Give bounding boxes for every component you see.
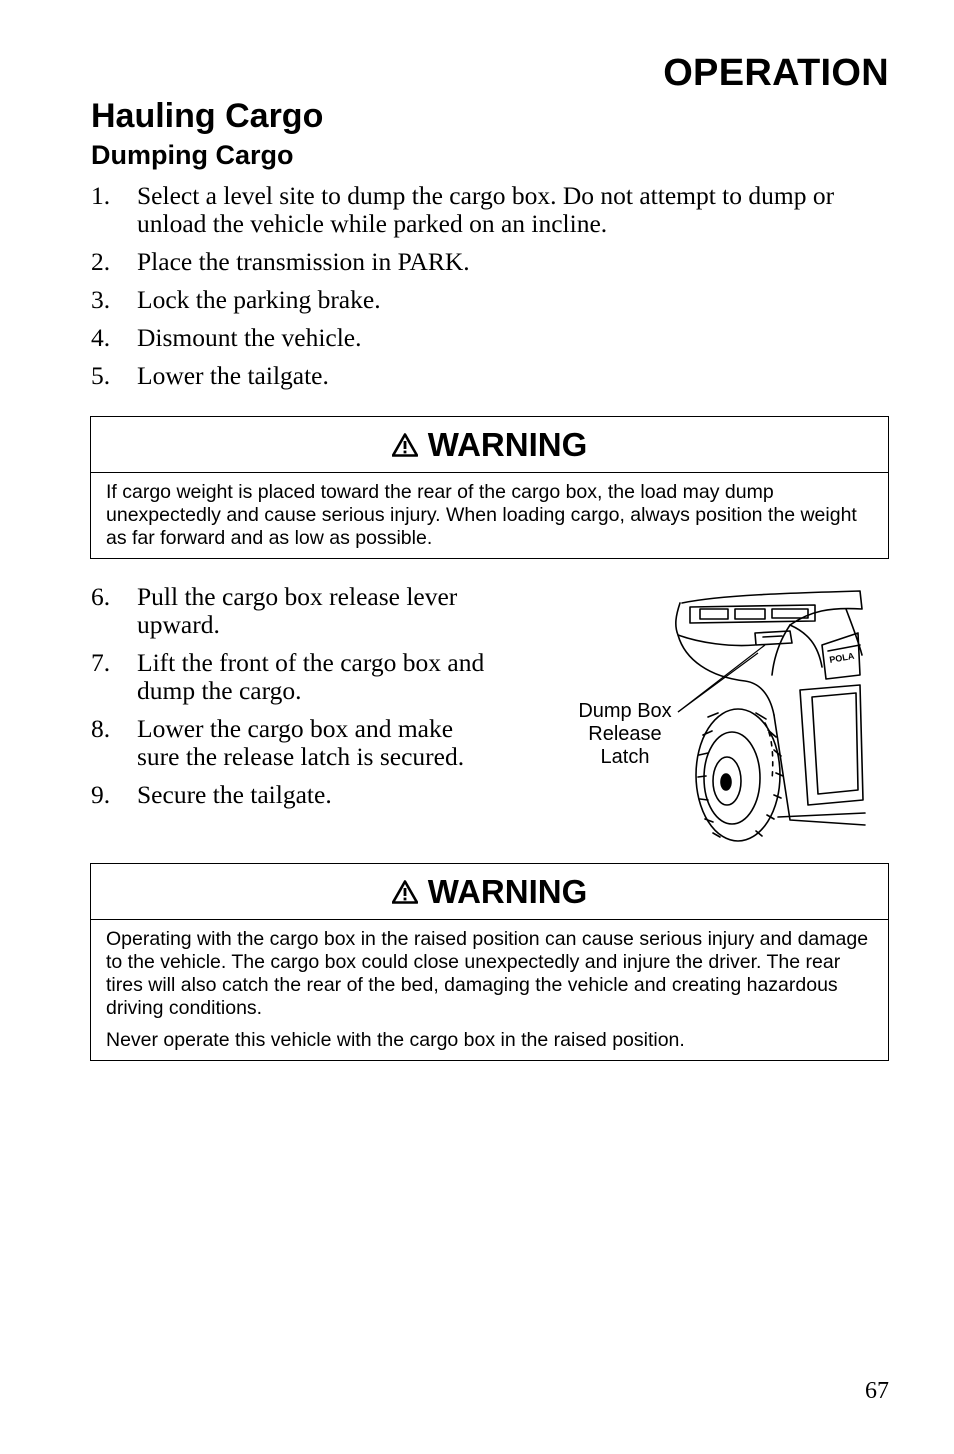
subsection-title: Dumping Cargo: [91, 140, 294, 170]
steps-list-part2: [91, 583, 491, 819]
figure-callout: [563, 700, 687, 769]
section-title: OPERATION: [663, 52, 889, 94]
step-text: Lower the tailgate.: [137, 361, 329, 390]
callout-line: Dump Box: [578, 700, 672, 722]
step-number: 7.: [91, 648, 111, 677]
warning-label: WARNING: [427, 425, 588, 463]
step-number: 6.: [91, 582, 111, 611]
step-number: 1.: [91, 181, 111, 210]
step-text: Lock the parking brake.: [137, 285, 381, 314]
warning-text: Never operate this vehicle with the cargo box in the raised position.: [106, 1029, 685, 1051]
warning-box-2: [90, 863, 889, 1061]
list-item: [91, 324, 891, 352]
warning-body: [91, 920, 888, 1062]
list-item: [91, 286, 891, 314]
page-number: 67: [865, 1378, 889, 1404]
list-item: [91, 362, 891, 390]
brand-decal-text: POLA: [828, 650, 855, 665]
list-item: [91, 715, 491, 771]
step-number: 4.: [91, 323, 111, 352]
step-text: Dismount the vehicle.: [137, 323, 362, 352]
warning-text: If cargo weight is placed toward the rear of the cargo box, the load may dump unexpectedly and cause serious injury. When loading cargo, always position the weight as far forward and as low as possible.: [106, 481, 857, 549]
warning-header: [91, 417, 888, 473]
step-number: 9.: [91, 780, 111, 809]
step-text: Place the transmission in PARK.: [137, 247, 470, 276]
step-number: 2.: [91, 247, 111, 276]
warning-box-1: [90, 416, 889, 559]
list-item: [91, 583, 491, 639]
step-text: Lift the front of the cargo box and dump the cargo.: [137, 648, 485, 705]
step-text: Select a level site to dump the cargo box. Do not attempt to dump or unload the vehicle while parked on an incline.: [137, 181, 835, 238]
warning-triangle-icon: [392, 433, 418, 457]
list-item: [91, 182, 891, 238]
warning-header: [91, 864, 888, 920]
step-text: Lower the cargo box and make sure the release latch is secured.: [137, 714, 465, 771]
list-item: [91, 248, 891, 276]
step-text: Secure the tailgate.: [137, 780, 332, 809]
step-text: Pull the cargo box release lever upward.: [137, 582, 458, 639]
warning-label: WARNING: [427, 872, 588, 910]
steps-list-part1: [91, 182, 891, 400]
step-number: 5.: [91, 361, 111, 390]
list-item: [91, 649, 491, 705]
step-number: 8.: [91, 714, 111, 743]
page-title: Hauling Cargo: [91, 97, 324, 135]
callout-line: Latch: [600, 746, 650, 768]
warning-text: Operating with the cargo box in the raised position can cause serious injury and damage to the vehicle. The cargo box could close unexpectedly and injure the driver. The rear tires will also catch the rear of the bed, damaging the vehicle and creating hazardous driving conditions.: [106, 928, 869, 1019]
callout-line: Release: [588, 723, 662, 745]
warning-triangle-icon: [392, 880, 418, 904]
warning-body: [91, 473, 888, 560]
step-number: 3.: [91, 285, 111, 314]
list-item: [91, 781, 491, 809]
